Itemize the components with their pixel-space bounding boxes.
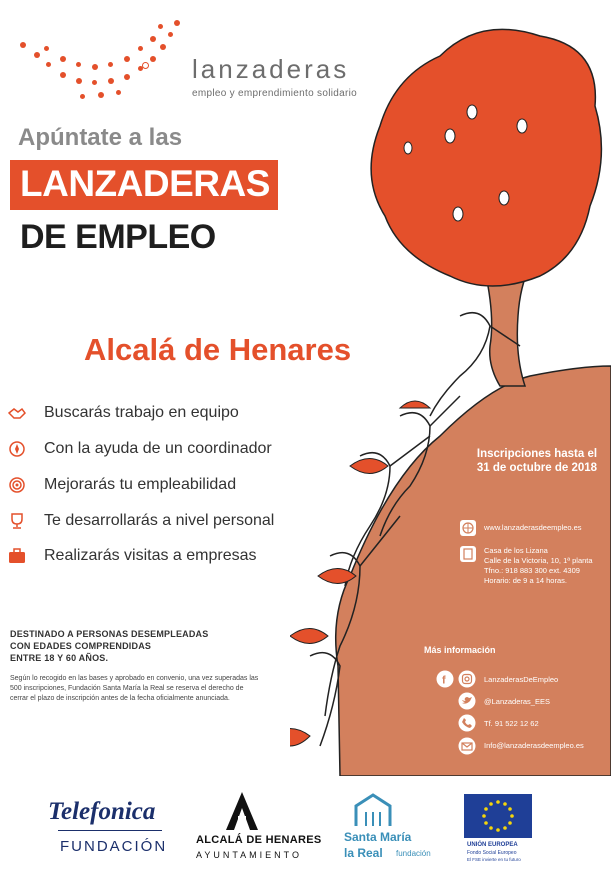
headline-main: LANZADERAS — [20, 163, 270, 204]
alcala-subtitle: AYUNTAMIENTO — [196, 850, 303, 860]
compass-icon — [8, 440, 26, 458]
brand-name: lanzaderas — [192, 54, 350, 84]
tree-illustration — [290, 16, 611, 776]
feature-item — [0, 543, 300, 569]
lanzaderas-logo — [0, 0, 190, 110]
feature-label: Realizarás visitas a empresas — [44, 547, 257, 564]
alcala-logo-mark — [222, 790, 262, 832]
phone-number: Tf. 91 522 12 62 — [484, 719, 539, 728]
globe-icon — [460, 520, 476, 536]
eu-flag — [464, 794, 532, 838]
smr-name-2: la Real — [344, 846, 383, 860]
smr-subtitle: fundación — [396, 849, 431, 858]
deadline — [462, 447, 611, 475]
tree-canopy — [371, 29, 601, 286]
feature-item — [0, 472, 300, 498]
eu-name: UNIÓN EUROPEA — [467, 842, 518, 848]
smr-logo-mark — [352, 792, 394, 828]
email-icon — [458, 737, 476, 755]
target-audience — [10, 628, 240, 664]
feature-item — [0, 436, 300, 462]
telefonica-subtitle: FUNDACIÓN — [60, 838, 168, 855]
headline-intro: Apúntate a las — [18, 124, 183, 151]
feature-label: Buscarás trabajo en equipo — [44, 404, 239, 421]
facebook-link[interactable]: LanzaderasDeEmpleo — [484, 675, 559, 684]
alcala-name: ALCALÁ DE HENARES — [196, 834, 322, 846]
headline-sub: DE EMPLEO — [20, 218, 216, 256]
telefonica-underline — [58, 830, 162, 831]
venue-hours: Horario: de 9 a 14 horas. — [484, 576, 567, 585]
twitter-icon — [458, 692, 476, 710]
target-line-3: ENTRE 18 Y 60 AÑOS. — [10, 653, 109, 663]
smr-name-1: Santa María — [344, 830, 412, 844]
brand-tagline: empleo y emprendimiento solidario — [192, 88, 357, 99]
venue-address: Calle de la Victoria, 10, 1ª planta — [484, 556, 593, 565]
building-icon — [460, 546, 476, 562]
more-info-title: Más información — [424, 645, 496, 655]
website-link[interactable]: www.lanzaderasdeempleo.es — [484, 523, 582, 532]
telefonica-logo: Telefonica — [48, 798, 156, 825]
city-title: Alcalá de Henares — [84, 332, 352, 367]
feature-label: Con la ayuda de un coordinador — [44, 440, 272, 457]
email-link[interactable]: Info@lanzaderasdeempleo.es — [484, 741, 584, 750]
legal-note: Según lo recogido en las bases y aprobado en convenio, una vez superadas las 500 inscripciones, Fundación Santa María la Real se reserva el derecho de cerrar el plazo de inscripción antes de la fecha oficialmente anunciada. — [10, 675, 259, 702]
feature-label: Mejorarás tu empleabilidad — [44, 476, 237, 493]
eu-motto: El FSE invierte en tu futuro — [467, 857, 521, 862]
feature-item — [0, 400, 300, 426]
target-line-2: CON EDADES COMPRENDIDAS — [10, 641, 152, 651]
handshake-icon — [8, 404, 26, 422]
social-icons-group — [436, 670, 476, 690]
svg-text:f: f — [442, 674, 446, 687]
trophy-icon — [8, 512, 26, 530]
venue-phone: Tfno.: 918 883 300 ext. 4309 — [484, 566, 580, 575]
eu-fund: Fondo Social Europeo — [467, 850, 517, 856]
target-line-1: DESTINADO A PERSONAS DESEMPLEADAS — [10, 629, 209, 639]
phone-icon — [458, 714, 476, 732]
venue-name: Casa de los Lizana — [484, 546, 548, 555]
deadline-line-2: 31 de octubre de 2018 — [476, 462, 598, 474]
deadline-line-1: Inscripciones hasta el — [476, 448, 598, 460]
venue-info — [484, 546, 593, 586]
briefcase-icon — [8, 547, 26, 565]
target-icon — [8, 476, 26, 494]
instagram-icon — [458, 670, 476, 688]
eu-stars-icon — [464, 794, 532, 838]
feature-item — [0, 508, 300, 534]
feature-label: Te desarrollarás a nivel personal — [44, 512, 275, 529]
twitter-link[interactable]: @Lanzaderas_EES — [484, 697, 550, 706]
facebook-icon — [436, 670, 454, 688]
